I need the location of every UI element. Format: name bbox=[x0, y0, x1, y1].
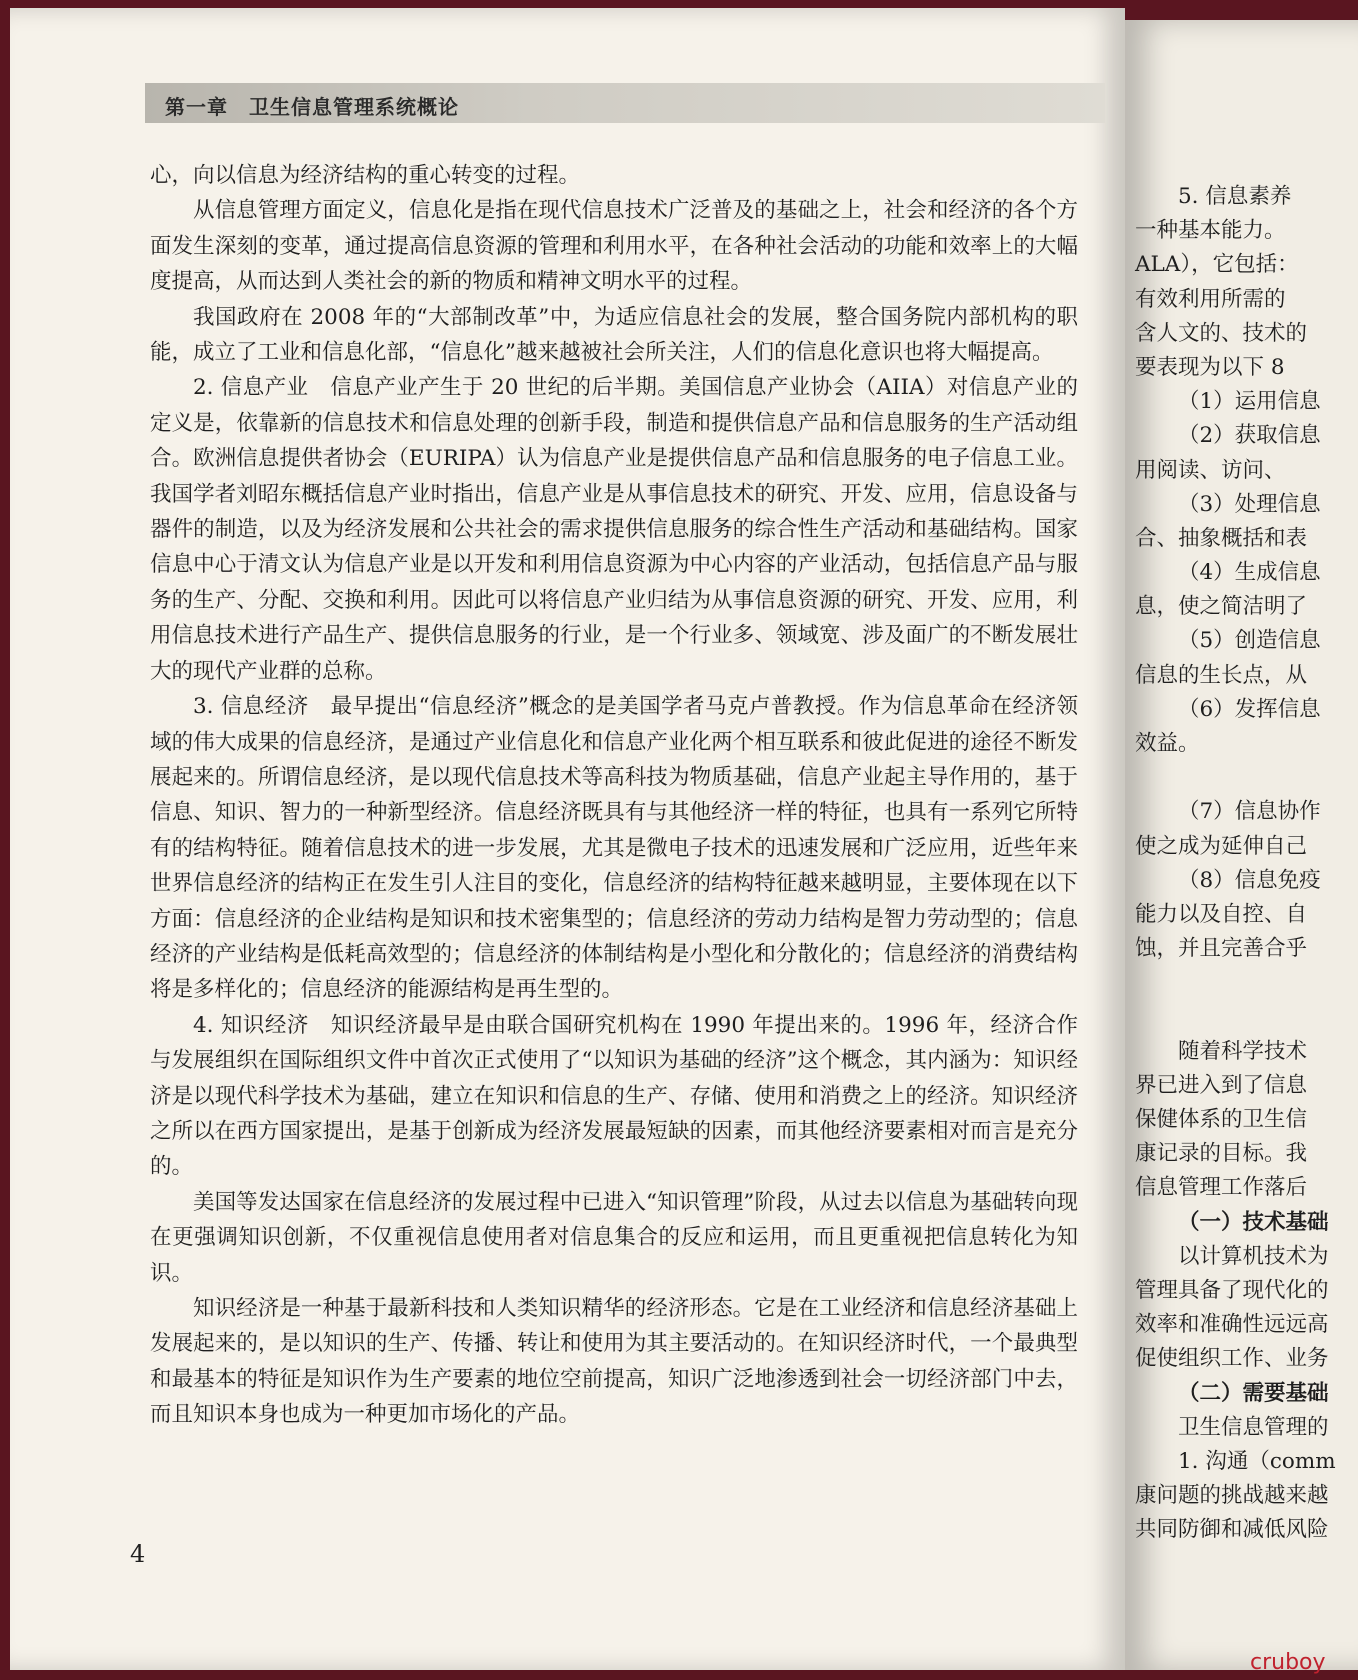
right-page-line: 康记录的目标。我 bbox=[1135, 1141, 1308, 1167]
right-page-line: （一）技术基础 bbox=[1178, 1209, 1329, 1235]
right-page-line: 一种基本能力。 bbox=[1135, 218, 1286, 244]
right-page-line: （7）信息协作 bbox=[1178, 799, 1321, 825]
right-page-line: 能力以及自控、自 bbox=[1135, 901, 1308, 927]
right-page-line: （5）创造信息 bbox=[1178, 628, 1321, 654]
right-page-line: 1. 沟通（comm bbox=[1178, 1448, 1336, 1474]
right-page-line: 效益。 bbox=[1135, 731, 1200, 756]
right-page-line: 保健体系的卫生信 bbox=[1135, 1107, 1308, 1133]
body-paragraph: 知识经济是一种基于最新科技和人类知识精华的经济形态。它是在工业经济和信息经济基础上发展起来的，是以知识的生产、传播、转让和使用为其主要活动的。在知识经济时代，一个最典型和最基本的特征是知识作为生产要素的地位空前提高，知识广泛地渗透到社会一切经济部门中去，而且知识本身也成为一种更加市场化的产品。 bbox=[150, 1296, 1078, 1428]
right-page-line: （3）处理信息 bbox=[1178, 491, 1321, 517]
right-page-line: 促使组织工作、业务 bbox=[1135, 1346, 1329, 1372]
right-page-line: 界已进入到了信息 bbox=[1135, 1072, 1308, 1098]
right-page-line: 信息管理工作落后 bbox=[1135, 1175, 1308, 1201]
right-page-line bbox=[1135, 1001, 1358, 1035]
body-paragraph: 从信息管理方面定义，信息化是指在现代信息技术广泛普及的基础之上，社会和经济的各个方面发生深刻的变革，通过提高信息资源的管理和利用水平，在各种社会活动的功能和效率上的大幅度提高，从而达到人类社会的新的物质和精神文明水平的过程。 bbox=[150, 198, 1078, 295]
main-body-text bbox=[150, 158, 1078, 1433]
right-page bbox=[1125, 20, 1358, 1670]
right-page-line: 息，使之简洁明了 bbox=[1135, 594, 1308, 620]
right-page-line: 5. 信息素养 bbox=[1178, 184, 1292, 209]
right-page-line bbox=[1135, 761, 1358, 795]
right-page-line: 有效利用所需的 bbox=[1135, 286, 1286, 312]
page-number: 4 bbox=[130, 1540, 146, 1568]
right-page-line: （2）获取信息 bbox=[1178, 423, 1321, 449]
right-page-line: 效率和准确性远远高 bbox=[1135, 1312, 1329, 1338]
right-page-line: 要表现为以下 8 bbox=[1135, 354, 1285, 380]
watermark: cruboy bbox=[1250, 1650, 1326, 1675]
right-page-line: 用阅读、访问、 bbox=[1135, 457, 1286, 483]
right-page-line bbox=[1135, 966, 1358, 1000]
right-page-line: （二）需要基础 bbox=[1178, 1380, 1329, 1406]
right-page-line: ALA），它包括： bbox=[1135, 252, 1299, 278]
right-page-line: 信息的生长点，从 bbox=[1135, 662, 1308, 688]
right-page-line: 卫生信息管理的 bbox=[1178, 1414, 1329, 1440]
right-page-line: 管理具备了现代化的 bbox=[1135, 1278, 1329, 1303]
right-page-line: 使之成为延伸自己 bbox=[1135, 833, 1308, 859]
body-paragraph: 3. 信息经济 最早提出“信息经济”概念的是美国学者马克卢普教授。作为信息革命在经济领域的伟大成果的信息经济，是通过产业信息化和信息产业化两个相互联系和彼此促进的途径不断发展起来的。所谓信息经济，是以现代信息技术等高科技为物质基础，信息产业起主导作用的，基于信息、知识、智力的一种新型经济。信息经济既具有与其他经济一样的特征，也具有一系列它所特有的结构特征。随着信息技术的进一步发展，尤其是微电子技术的迅速发展和广泛应用，近些年来世界信息经济的结构正在发生引人注目的变化，信息经济的结构特征越来越明显，主要体现在以下方面：信息经济的企业结构是知识和技术密集型的；信息经济的劳动力结构是智力劳动型的；信息经济的产业结构是低耗高效型的；信息经济的体制结构是小型化和分散化的；信息经济的消费结构将是多样化的；信息经济的能源结构是再生型的。 bbox=[150, 694, 1078, 1003]
body-paragraph: 我国政府在 2008 年的“大部制改革”中，为适应信息社会的发展，整合国务院内部机构的职能，成立了工业和信息化部，“信息化”越来越被社会所关注，人们的信息化意识也将大幅提高。 bbox=[150, 304, 1078, 366]
right-page-line: （1）运用信息 bbox=[1178, 389, 1321, 415]
chapter-title: 第一章 卫生信息管理系统概论 bbox=[165, 95, 459, 119]
right-page-text bbox=[1135, 180, 1358, 1548]
right-page-line: 含人文的、技术的 bbox=[1135, 320, 1308, 346]
body-paragraph: 心，向以信息为经济结构的重心转变的过程。 bbox=[150, 163, 581, 188]
right-page-line: （6）发挥信息 bbox=[1178, 696, 1321, 722]
body-paragraph: 4. 知识经济 知识经济最早是由联合国研究机构在 1990 年提出来的。1996 年，经济合作与发展组织在国际组织文件中首次正式使用了“以知识为基础的经济”这个概念，其内涵为：知识经济是以现代科学技术为基础，建立在知识和信息的生产、存储、使用和消费之上的经济。知识经济之所以在西方国家提出，是基于创新成为经济发展最短缺的因素，而其他经济要素相对而言是充分的。 bbox=[150, 1012, 1078, 1180]
right-page-line: （8）信息免疫 bbox=[1178, 867, 1321, 893]
body-paragraph: 美国等发达国家在信息经济的发展过程中已进入“知识管理”阶段，从过去以信息为基础转向现在更强调知识创新，不仅重视信息使用者对信息集合的反应和运用，而且更重视把信息转化为知识。 bbox=[150, 1189, 1078, 1286]
right-page-line: 康问题的挑战越来越 bbox=[1135, 1483, 1329, 1509]
right-page-line: 共同防御和减低风险 bbox=[1135, 1517, 1329, 1543]
right-page-line: 随着科学技术 bbox=[1178, 1038, 1308, 1064]
right-page-line: （4）生成信息 bbox=[1178, 560, 1321, 586]
right-page-line: 合、抽象概括和表 bbox=[1135, 525, 1308, 551]
right-page-line: 蚀，并且完善合乎 bbox=[1135, 936, 1308, 962]
right-page-line: 以计算机技术为 bbox=[1178, 1243, 1329, 1269]
body-paragraph: 2. 信息产业 信息产业产生于 20 世纪的后半期。美国信息产业协会（AIIA）对信息产业的定义是，依靠新的信息技术和信息处理的创新手段，制造和提供信息产品和信息服务的生产活动组合。欧洲信息提供者协会（EURIPA）认为信息产业是提供信息产品和信息服务的电子信息工业。我国学者刘昭东概括信息产业时指出，信息产业是从事信息技术的研究、开发、应用，信息设备与器件的制造，以及为经济发展和公共社会的需求提供信息服务的综合性生产活动和基础结构。国家信息中心于清文认为信息产业是以开发和利用信息资源为中心内容的产业活动，包括信息产品与服务的生产、分配、交换和利用。因此可以将信息产业归结为从事信息资源的研究、开发、应用，利用信息技术进行产品生产、提供信息服务的行业，是一个行业多、领域宽、涉及面广的不断发展壮大的现代产业群的总称。 bbox=[150, 375, 1078, 684]
